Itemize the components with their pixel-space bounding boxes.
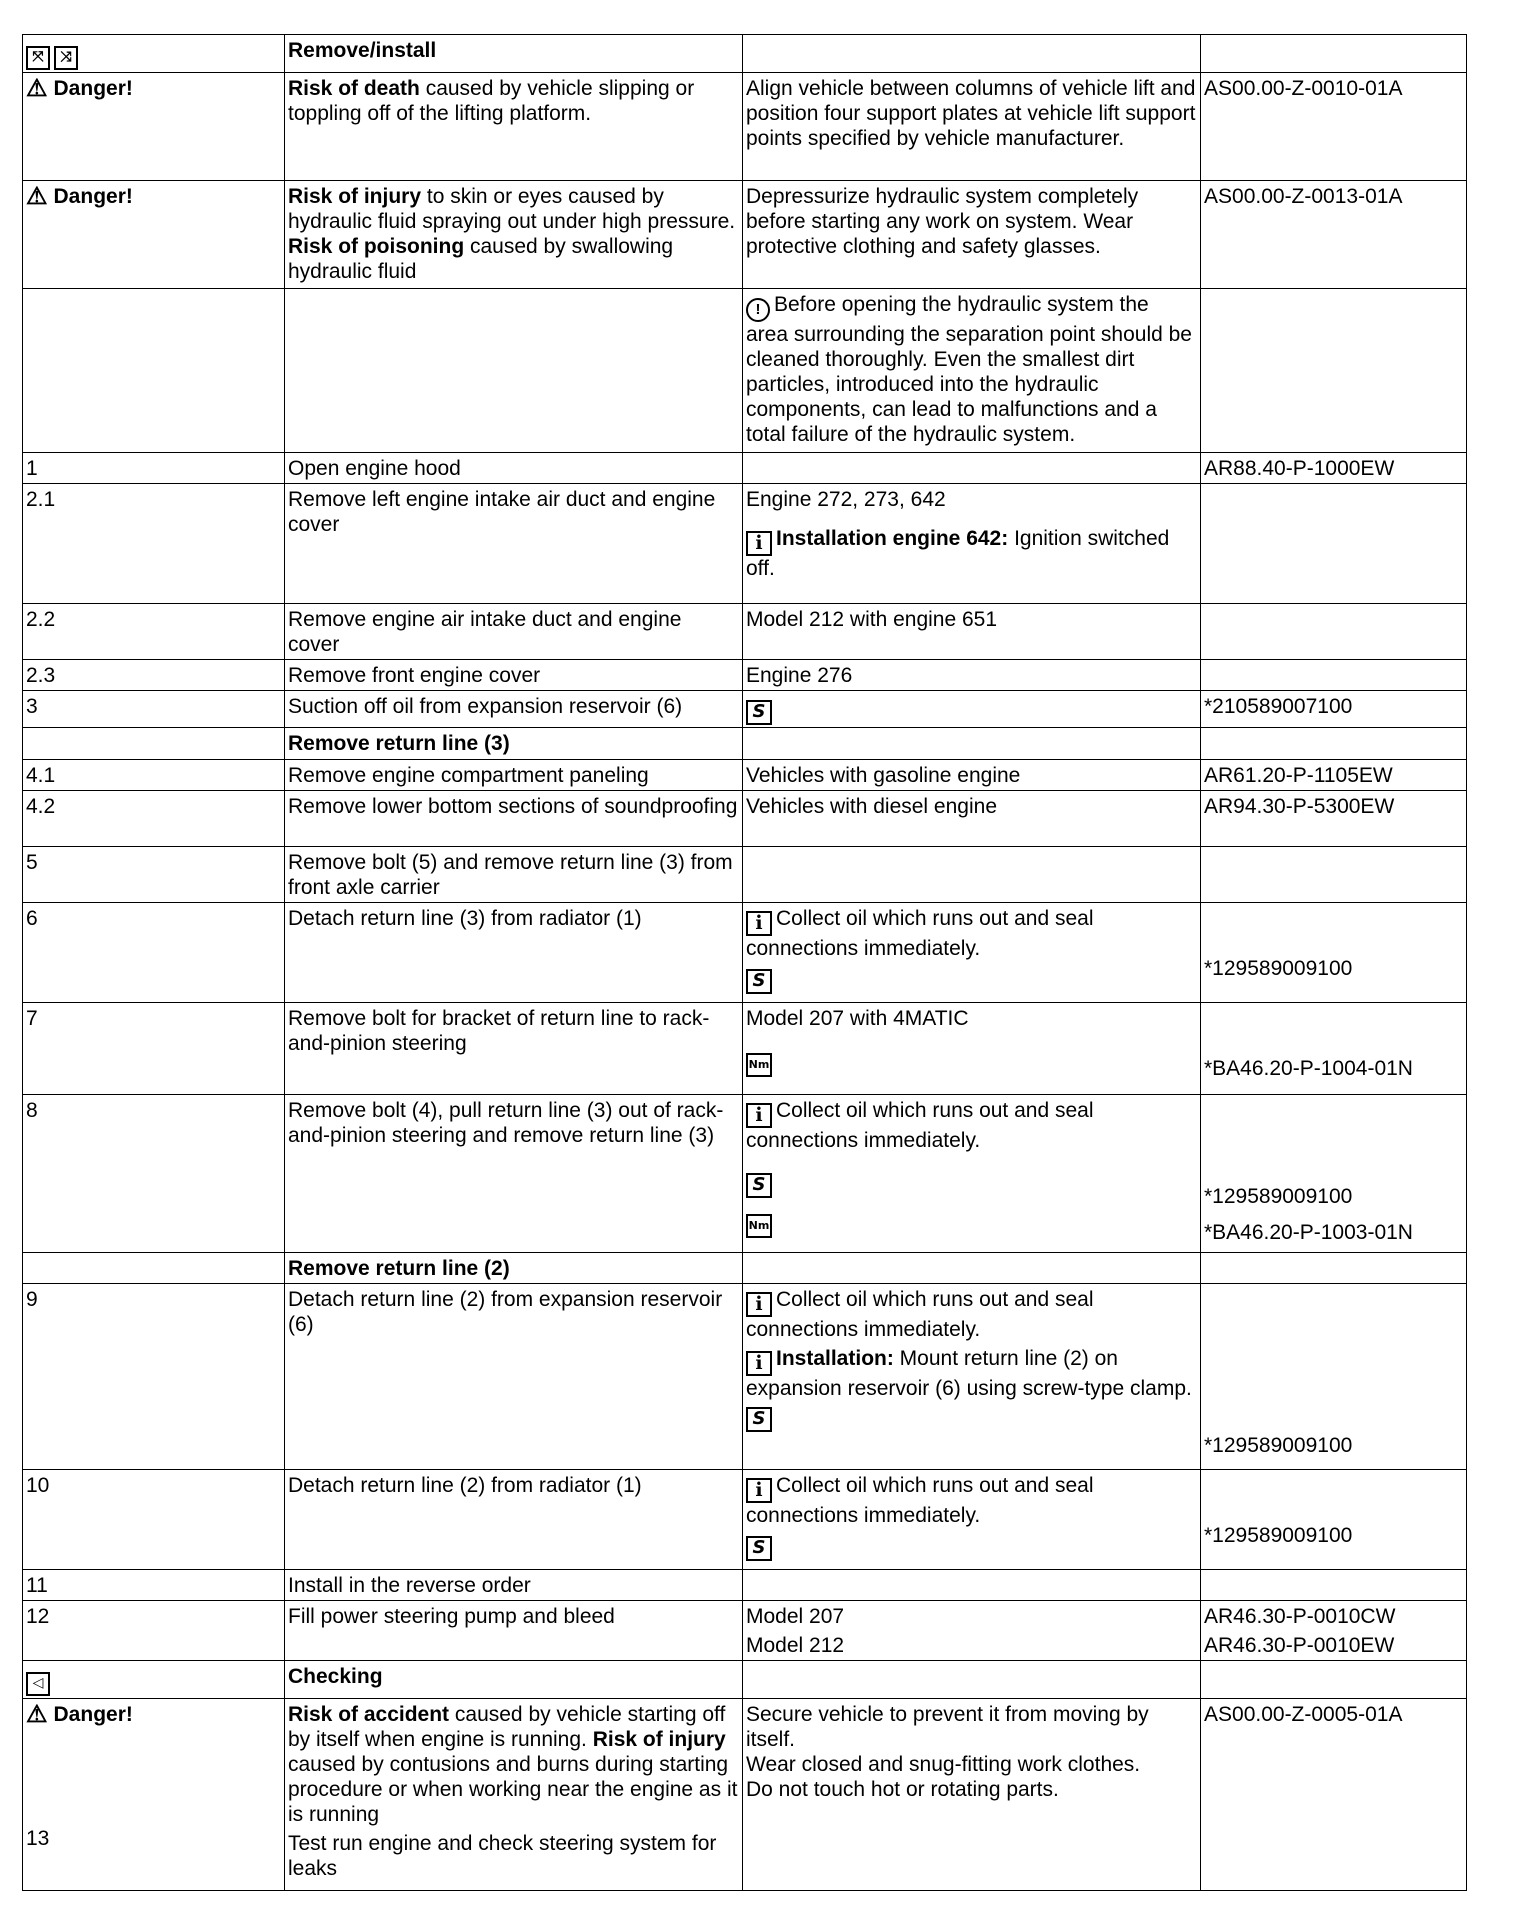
special-tool-icon: S — [746, 700, 772, 725]
special-tool-icon: S — [746, 1407, 772, 1432]
procedure-table — [22, 34, 1467, 1891]
table-row: 11 Install in the reverse order — [23, 1570, 1467, 1601]
table-row: 9 Detach return line (2) from expansion reservoir (6) i Collect oil which runs out and seal connections immediately. i Installation: Mount return line (2) on expansion reservoir (6) using screw-type clamp. S *129589009100 — [23, 1284, 1467, 1470]
info-icon: i — [746, 1292, 772, 1317]
table-row: 2.3 Remove front engine cover Engine 276 — [23, 660, 1467, 691]
danger-label: ⚠ Danger! — [26, 1701, 133, 1728]
danger-row: ⚠ Danger! 13 Risk of accident caused by vehicle starting off by itself when engine is running. Risk of injury caused by contusions and burns during starting procedure or when working near the engine as it is running Test run engine and check steering system for leaks Secure vehicle to prevent it from moving by itself. Wear closed and snug-fitting work clothes. Do not touch hot or rotating parts. AS00.00-Z-0005-01A — [23, 1699, 1467, 1891]
table-row: 4.1 Remove engine compartment paneling Vehicles with gasoline engine AR61.20-P-1105EW — [23, 760, 1467, 791]
warning-icon: ⚠ — [26, 183, 48, 210]
remove-icon: ⤧ — [26, 46, 50, 70]
table-row: 5 Remove bolt (5) and remove return line (3) from front axle carrier — [23, 847, 1467, 903]
info-icon: i — [746, 531, 772, 556]
danger-row: ⚠ Danger! Risk of injury to skin or eyes caused by hydraulic fluid spraying out under high pressure. Risk of poisoning caused by swallowing hydraulic fluid Depressurize hydraulic system completely before starting any work on system. Wear protective clothing and safety glasses. AS00.00-Z-0013-01A — [23, 181, 1467, 289]
table-row: 1 Open engine hood AR88.40-P-1000EW — [23, 453, 1467, 484]
table-row: 3 Suction off oil from expansion reservoir (6) S *210589007100 — [23, 691, 1467, 728]
info-icon: i — [746, 1351, 772, 1376]
note-text: Before opening the hydraulic system the area surrounding the separation point should be cleaned thoroughly. Even the smallest dirt particles, introduced into the hydraulic components, can lead to malfunctions and a total failure of the hydraulic system. — [746, 293, 1192, 446]
special-tool-icon: S — [746, 1173, 772, 1198]
checking-icon: ◁ — [26, 1672, 50, 1696]
torque-icon: Nm — [746, 1053, 772, 1077]
table-row: 12 Fill power steering pump and bleed Model 207 Model 212 AR46.30-P-0010CW AR46.30-P-0010EW — [23, 1601, 1467, 1661]
torque-icon: Nm — [746, 1214, 772, 1238]
table-row: 2.2 Remove engine air intake duct and engine cover Model 212 with engine 651 — [23, 604, 1467, 660]
note-icon: ! — [746, 298, 770, 322]
info-icon: i — [746, 911, 772, 936]
checking-row: ◁ Checking — [23, 1661, 1467, 1699]
section-title: Remove/install — [285, 35, 743, 73]
warning-icon: ⚠ — [26, 1701, 48, 1728]
table-row: 2.1 Remove left engine intake air duct and engine cover Engine 272, 273, 642 i Installation engine 642: Ignition switched off. — [23, 484, 1467, 604]
warning-icon: ⚠ — [26, 75, 48, 102]
table-row: 8 Remove bolt (4), pull return line (3) out of rack-and-pinion steering and remove return line (3) i Collect oil which runs out and seal connections immediately. S Nm *129589009100 *BA46.20-P-1003-01N — [23, 1095, 1467, 1253]
special-tool-icon: S — [746, 969, 772, 994]
special-tool-icon: S — [746, 1536, 772, 1561]
table-row: 6 Detach return line (3) from radiator (1) i Collect oil which runs out and seal connections immediately. S *129589009100 — [23, 903, 1467, 1003]
danger-label: ⚠ Danger! — [26, 183, 133, 210]
danger-label: ⚠ Danger! — [26, 75, 133, 102]
section-row: Remove return line (2) — [23, 1253, 1467, 1284]
section-row: Remove return line (3) — [23, 728, 1467, 760]
note-row — [23, 289, 1467, 453]
danger-row: ⚠ Danger! Risk of death caused by vehicle slipping or toppling off of the lifting platform. Align vehicle between columns of vehicle lift and position four support plates at vehicle lift support points specified by vehicle manufacturer. AS00.00-Z-0010-01A — [23, 73, 1467, 181]
install-icon: ⤨ — [54, 46, 78, 70]
info-icon: i — [746, 1478, 772, 1503]
header-row — [23, 35, 1467, 73]
table-row: 4.2 Remove lower bottom sections of soundproofing Vehicles with diesel engine AR94.30-P-5300EW — [23, 791, 1467, 847]
table-row: 10 Detach return line (2) from radiator (1) i Collect oil which runs out and seal connections immediately. S *129589009100 — [23, 1470, 1467, 1570]
table-row: 7 Remove bolt for bracket of return line to rack-and-pinion steering Model 207 with 4MATIC Nm *BA46.20-P-1004-01N — [23, 1003, 1467, 1095]
info-icon: i — [746, 1103, 772, 1128]
remove-install-icons — [23, 35, 285, 73]
